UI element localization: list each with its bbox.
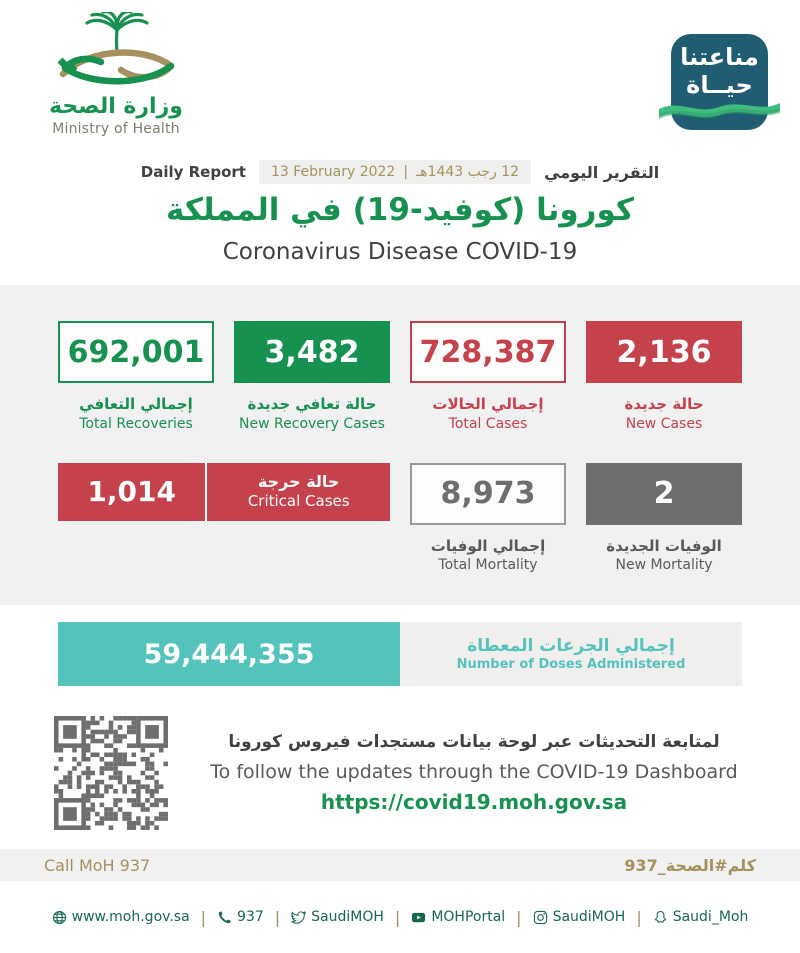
total-mortality-label-ar: إجمالي الوفيات [430,536,546,555]
stat-new-cases [586,321,742,433]
page-title-arabic: كورونا (كوفيد-19) في المملكة [166,192,634,228]
footer-item-website[interactable] [52,909,190,925]
new-mortality-value: 2 [586,463,742,525]
total-cases-label-ar: إجمالي الحالات [432,395,544,413]
qr-code [54,716,168,830]
stat-total-mortality [410,463,566,575]
footer-separator: | [274,907,281,927]
critical-cases-label [207,463,390,521]
doses-bar [58,622,742,686]
badge-text: مناعتنا حيــاة [680,43,759,100]
report-date-chip [259,160,531,184]
footer-item-youtube[interactable] [411,909,505,925]
date-separator: | [403,164,409,180]
date-gregorian: 13 February 2022 [270,164,396,180]
header [0,0,800,285]
critical-cases-label-ar: حالة حرجة [257,472,340,492]
new-recovery-cases-label-en: New Recovery Cases [239,415,385,432]
critical-cases-label-en: Critical Cases [247,492,350,511]
dashboard-line-ar: لمتابعة التحديثات عبر لوحة بيانات مستجدات فيروس كورونا [228,731,720,752]
doses-label [400,622,742,686]
footer-separator: | [636,907,642,927]
footer-youtube-label: MOHPortal [431,909,506,925]
logo-arabic-text: وزارة الصحة [49,94,183,119]
footer-item-phone[interactable] [217,909,264,925]
footer-separator: | [200,907,207,927]
new-mortality-label-en: New Mortality [615,557,713,574]
doses-label-en: Number of Doses Administered [456,656,686,672]
statistics-section [0,285,800,605]
globe-icon [52,910,67,925]
wave-icon [659,92,780,126]
footer-twitter-label: SaudiMOH [311,909,384,925]
youtube-icon [411,910,426,925]
logo-english-text: Ministry of Health [52,121,180,137]
stat-new-mortality [586,463,742,575]
doses-section [0,605,800,686]
date-hijri: 12 رجب 1443هـ [416,164,520,180]
footer-separator: | [394,907,401,927]
footer-item-snapchat[interactable] [653,909,749,925]
footer-instagram-label: SaudiMOH [552,909,626,925]
footer-website-label: www.moh.gov.sa [71,909,190,925]
total-recoveries-label-en: Total Recoveries [79,415,193,432]
twitter-icon [291,910,306,925]
immunity-is-life-badge [671,34,768,130]
snapchat-icon [653,910,668,925]
new-cases-label-en: New Cases [625,415,703,432]
new-cases-value: 2,136 [586,321,742,383]
page-title-english: Coronavirus Disease COVID-19 [222,239,578,265]
daily-report-label-en: Daily Report [140,163,246,181]
critical-cases-value: 1,014 [58,463,207,521]
footer-item-twitter[interactable] [291,909,384,925]
new-mortality-label-ar: الوفيات الجديدة [606,536,722,555]
total-cases-label-en: Total Cases [448,415,528,432]
total-mortality-label-en: Total Mortality [438,557,538,574]
stat-total-recoveries [58,321,214,433]
call-moh-band [0,849,800,881]
hashtag-label: كلم#الصحة_937 [624,855,756,875]
footer-snapchat-label: Saudi_Moh [672,909,749,925]
dashboard-link[interactable]: https://covid19.moh.gov.sa [320,789,628,814]
new-recovery-cases-value: 3,482 [234,321,390,383]
new-recovery-cases-label-ar: حالة تعافي جديدة [247,395,377,413]
stats-grid-row2 [58,463,742,575]
footer-separator: | [516,907,522,927]
critical-cases-box [58,463,390,521]
stat-new-recovery-cases [234,321,390,433]
new-cases-label-ar: حالة جديدة [624,395,704,413]
report-title-row [0,160,800,184]
doses-label-ar: إجمالي الجرعات المعطاة [467,635,675,656]
footer-phone-label: 937 [237,909,264,925]
total-recoveries-value: 692,001 [58,321,214,383]
daily-report-label-ar: التقرير اليومي [544,162,660,182]
stats-grid-row1 [58,321,742,433]
phone-icon [217,910,232,925]
stat-total-cases [410,321,566,433]
social-footer [0,881,800,953]
total-recoveries-label-ar: إجمالي التعافي [79,395,193,413]
moh-logo [36,12,196,137]
doses-value: 59,444,355 [58,622,400,686]
footer-item-instagram[interactable] [533,909,626,925]
moh-emblem-icon [41,75,191,94]
dashboard-text [196,732,752,814]
call-moh-label: Call MoH 937 [44,855,151,875]
dashboard-section [0,686,800,831]
total-mortality-value: 8,973 [410,463,566,525]
dashboard-line-en: To follow the updates through the COVID-19 Dashboard [210,760,738,783]
instagram-icon [533,910,548,925]
total-cases-value: 728,387 [410,321,566,383]
